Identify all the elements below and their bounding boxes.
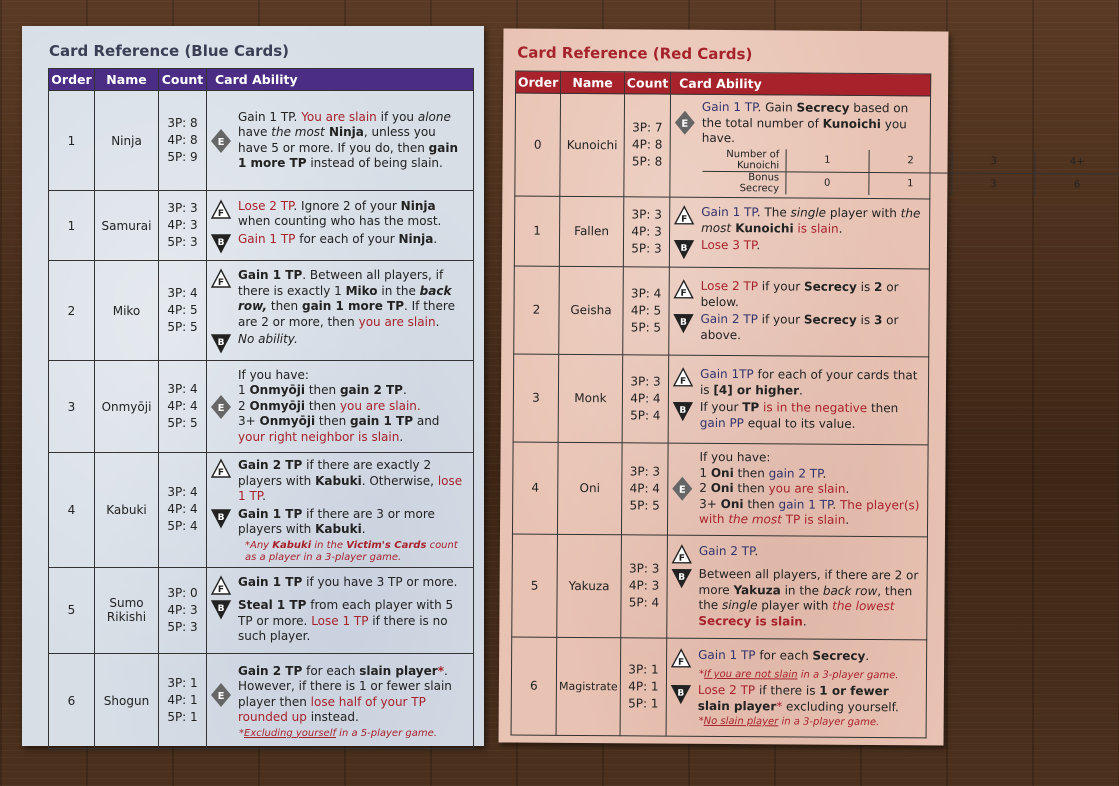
b-triangle-icon bbox=[674, 239, 694, 259]
b-triangle-icon bbox=[673, 401, 693, 421]
svg-text:B: B bbox=[217, 604, 225, 615]
b-triangle-icon bbox=[672, 568, 692, 588]
f-triangle-icon bbox=[673, 368, 693, 388]
f-triangle-icon bbox=[672, 545, 692, 565]
count-cell: 3P: 4 4P: 4 5P: 5 bbox=[159, 361, 207, 453]
table-row bbox=[49, 653, 474, 748]
count-cell: 3P: 4 4P: 5 5P: 5 bbox=[159, 261, 207, 361]
count-cell: 3P: 4 4P: 4 5P: 4 bbox=[159, 453, 207, 568]
table-row bbox=[515, 93, 931, 198]
table-row bbox=[514, 196, 929, 269]
order-cell: 1 bbox=[49, 191, 95, 261]
ability-cell bbox=[207, 91, 474, 191]
name-cell: Magistrate bbox=[556, 637, 621, 735]
count-4p: 4P: 8 bbox=[167, 133, 198, 147]
svg-text:B: B bbox=[680, 243, 688, 254]
b-triangle-icon bbox=[671, 684, 691, 704]
footnote: *Any Kabuki in the Victim's Cards count as a player in a 3-player game. bbox=[245, 539, 458, 563]
name-cell: Ninja bbox=[95, 91, 159, 191]
table-header-row bbox=[516, 71, 931, 96]
e-diamond-icon bbox=[211, 395, 231, 419]
order-cell: 5 bbox=[49, 567, 95, 653]
order-cell: 3 bbox=[49, 361, 95, 453]
header-order: Order bbox=[516, 71, 561, 93]
f-triangle-icon bbox=[211, 200, 231, 220]
b-triangle-icon bbox=[211, 508, 231, 528]
svg-text:E: E bbox=[217, 402, 225, 414]
b-triangle-icon bbox=[673, 313, 693, 333]
count-cell: 3P: 1 4P: 1 5P: 1 bbox=[159, 653, 207, 748]
order-cell: 6 bbox=[511, 637, 557, 735]
ability-cell: F Lose 2 TP. Ignore 2 of your Ninja when counting who has the most. B Gain 1 TP for each of your Ninja. bbox=[207, 191, 474, 261]
order-cell: 3 bbox=[513, 354, 559, 442]
table-row bbox=[49, 91, 474, 191]
count-cell: 3P: 0 4P: 3 5P: 3 bbox=[159, 567, 207, 653]
table-row bbox=[514, 266, 930, 357]
count-cell: 3P: 3 4P: 4 5P: 4 bbox=[622, 354, 669, 442]
header-card-ability: Card Ability bbox=[207, 69, 474, 91]
order-cell: 1 bbox=[49, 91, 95, 191]
order-cell: 1 bbox=[514, 196, 559, 266]
table-header-row bbox=[49, 69, 474, 91]
blue-reference-card bbox=[22, 26, 484, 746]
e-diamond-icon bbox=[675, 111, 695, 135]
order-cell: 0 bbox=[515, 93, 561, 196]
name-cell: Kabuki bbox=[95, 453, 159, 568]
count-3p: 3P: 8 bbox=[167, 116, 198, 130]
ability-cell: E Gain 2 TP for each slain player*. However, if there is 1 or fewer slain player then lose half of your TP rounded up instead. *Excluding yourself in a 5-player game. bbox=[207, 653, 474, 748]
red-reference-card bbox=[499, 28, 1085, 745]
f-triangle-icon bbox=[674, 280, 694, 300]
f-triangle-icon bbox=[674, 206, 694, 226]
ability-cell: F Gain 1 TP for each Secrecy. *If you are not slain in a 3-player game. B Lose 2 TP if there is 1 or fewer slain player* excluding yourself. *No slain player in a 3-player game. bbox=[666, 638, 927, 738]
ability-cell: F Gain 1 TP. Between all players, if there is exactly 1 Miko in the back row, then gain 1 more TP. If there are 2 or more, then you are slain. B No ability. bbox=[207, 261, 474, 361]
svg-text:F: F bbox=[217, 585, 225, 596]
count-cell: 3P: 7 4P: 8 5P: 8 bbox=[624, 94, 671, 197]
name-cell: Geisha bbox=[559, 266, 624, 354]
header-name: Name bbox=[561, 71, 625, 93]
count-cell: 3P: 3 4P: 3 5P: 4 bbox=[621, 534, 668, 637]
footnote: *If you are not slain in a 3-player game. bbox=[698, 668, 899, 682]
svg-text:F: F bbox=[681, 214, 688, 225]
blue-reference-table bbox=[48, 68, 474, 749]
ability-cell: F Gain 1 TP. The single player with the most Kunoichi is slain. B Lose 3 TP. bbox=[669, 197, 929, 269]
svg-text:B: B bbox=[679, 317, 687, 328]
table-row bbox=[49, 361, 474, 453]
name-cell: Yakuza bbox=[557, 534, 622, 637]
f-triangle-icon bbox=[211, 269, 231, 289]
f-triangle-icon bbox=[211, 459, 231, 479]
red-reference-table bbox=[511, 71, 1085, 738]
svg-text:B: B bbox=[217, 237, 225, 248]
table-row bbox=[513, 354, 929, 445]
f-triangle-icon bbox=[211, 576, 231, 596]
header-card-ability: Card Ability bbox=[671, 72, 931, 96]
name-cell: Onmyōji bbox=[95, 361, 159, 453]
name-cell: Monk bbox=[558, 354, 623, 442]
table-row bbox=[49, 567, 474, 653]
b-triangle-icon bbox=[211, 233, 231, 253]
ability-cell: F Gain 1TP for each of your cards that is [4] or higher. B If your TP is in the negative then gain PP equal to its value. bbox=[668, 355, 929, 445]
svg-text:E: E bbox=[217, 136, 225, 148]
ability-cell: E If you have: 1 Onmyōji then gain 2 TP. 2 Onmyōji then you are slain. 3+ Onmyōji then gain 1 TP and your right neighbor is slain. bbox=[207, 361, 474, 453]
order-cell: 6 bbox=[49, 653, 95, 748]
name-cell: Oni bbox=[557, 442, 622, 534]
order-cell: 4 bbox=[49, 453, 95, 568]
name-cell: Shogun bbox=[95, 653, 159, 748]
order-cell: 4 bbox=[512, 442, 558, 534]
blue-card-title: Card Reference (Blue Cards) bbox=[49, 42, 289, 60]
ability-cell: F Gain 2 TP if there are exactly 2 players with Kabuki. Otherwise, lose 1 TP. B Gain 1 TP if there are 3 or more players with Kabuki. *Any Kabuki in the Victim's Cards count as a player in a 3-player game. bbox=[207, 453, 474, 568]
ability-cell: E If you have: 1 Oni then gain 2 TP. 2 Oni then you are slain. 3+ Oni then gain 1 TP. The player(s) with the most TP is slain. bbox=[667, 443, 928, 537]
header-order: Order bbox=[49, 69, 95, 91]
count-5p: 5P: 9 bbox=[167, 150, 198, 164]
svg-text:F: F bbox=[678, 553, 685, 564]
count-cell: 3P: 3 4P: 3 5P: 3 bbox=[623, 196, 669, 266]
count-cell: 3P: 3 4P: 3 5P: 3 bbox=[159, 191, 207, 261]
ability-cell: F Lose 2 TP if your Secrecy is 2 or below. B Gain 2 TP if your Secrecy is 3 or above. bbox=[669, 267, 930, 357]
header-count: Count bbox=[159, 69, 207, 91]
svg-text:E: E bbox=[678, 484, 686, 496]
name-cell: Sumo Rikishi bbox=[95, 567, 159, 653]
name-cell: Samurai bbox=[95, 191, 159, 261]
count-cell: 3P: 3 4P: 4 5P: 5 bbox=[621, 442, 668, 534]
f-triangle-icon bbox=[671, 649, 691, 669]
ability-text: Gain 1 TP. You are slain if you alone have the most Ninja, unless you have 5 or more. If you do, then gain 1 more TP instead of being slain. bbox=[238, 109, 458, 170]
e-diamond-icon bbox=[211, 683, 231, 707]
svg-text:E: E bbox=[217, 690, 225, 702]
count-cell: 3P: 4 4P: 5 5P: 5 bbox=[623, 266, 670, 354]
count-cell bbox=[159, 91, 207, 191]
e-diamond-icon bbox=[211, 129, 231, 153]
table-row bbox=[511, 637, 927, 738]
svg-text:F: F bbox=[677, 657, 685, 668]
e-diamond-icon bbox=[672, 477, 692, 501]
name-cell: Kunoichi bbox=[560, 93, 625, 196]
table-row bbox=[49, 191, 474, 261]
svg-text:B: B bbox=[217, 338, 225, 348]
svg-text:F: F bbox=[217, 208, 225, 219]
table-row bbox=[49, 261, 474, 361]
footnote: *No slain player in a 3-player game. bbox=[698, 715, 880, 729]
name-cell: Fallen bbox=[559, 196, 623, 266]
svg-text:F: F bbox=[680, 288, 687, 299]
ability-cell: F Gain 1 TP if you have 3 TP or more. B Steal 1 TP from each player with 5 TP or more. Lose 1 TP if there is no such player. bbox=[207, 567, 474, 653]
svg-text:B: B bbox=[678, 572, 686, 583]
order-cell: 5 bbox=[512, 534, 558, 637]
svg-text:F: F bbox=[217, 278, 225, 288]
table-row bbox=[512, 442, 928, 537]
ability-cell: E Gain 1 TP. Gain Secrecy based on the total number of Kunoichi you have. Number of Kunoichi 1 2 3 4+ Bonus Secrecy 0 1 3 6 bbox=[670, 94, 931, 198]
footnote: *Excluding yourself in a 5-player game. bbox=[239, 727, 437, 739]
table-row bbox=[512, 534, 928, 640]
svg-text:F: F bbox=[679, 376, 687, 387]
header-count: Count bbox=[625, 72, 671, 94]
table-row bbox=[49, 453, 474, 568]
kunoichi-secrecy-table: Number of Kunoichi 1 2 3 4+ Bonus Secrecy 0 1 3 6 bbox=[702, 148, 1118, 196]
b-triangle-icon bbox=[211, 599, 231, 619]
b-triangle-icon bbox=[211, 333, 231, 353]
red-card-title: Card Reference (Red Cards) bbox=[517, 43, 753, 64]
svg-text:B: B bbox=[679, 405, 687, 416]
order-cell: 2 bbox=[514, 266, 560, 354]
name-cell: Miko bbox=[95, 261, 159, 361]
count-cell: 3P: 1 4P: 1 5P: 1 bbox=[620, 637, 667, 735]
svg-text:F: F bbox=[217, 468, 225, 478]
ability-cell: F Gain 2 TP. B Between all players, if there are 2 or more Yakuza in the back row, then the single player with the lowest Secrecy is slain. bbox=[667, 535, 928, 640]
order-cell: 2 bbox=[49, 261, 95, 361]
svg-text:B: B bbox=[677, 688, 685, 699]
svg-text:E: E bbox=[681, 118, 689, 130]
svg-text:B: B bbox=[217, 512, 225, 523]
header-name: Name bbox=[95, 69, 159, 91]
